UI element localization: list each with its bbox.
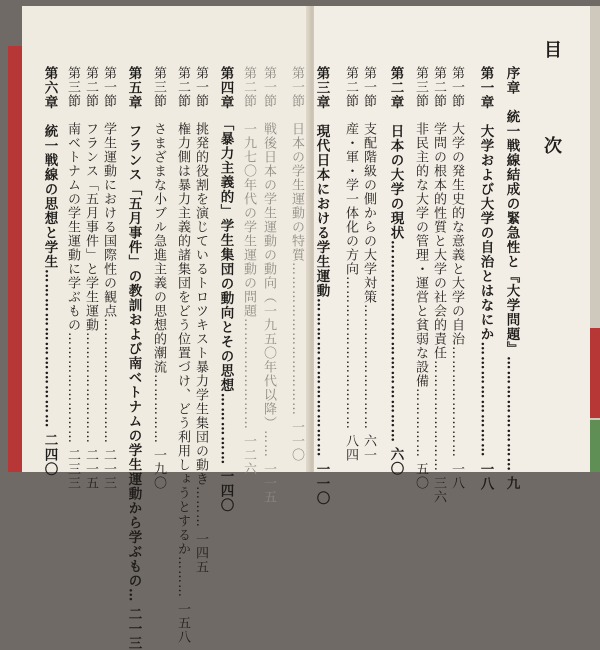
toc-entry: [388, 66, 402, 476]
toc-entry-text: 第二節 産・軍・学一体化の方向……………………………: [343, 66, 358, 430]
toc-entry-page: 六〇: [388, 447, 404, 476]
toc-entry-text: 第二章 日本の大学の現状……………………………………: [388, 66, 404, 443]
toc-entry: [314, 66, 328, 505]
toc-entry: [242, 66, 255, 476]
toc-entry-page: 一四五: [193, 532, 208, 574]
toc-entry-page: 二三三: [65, 448, 80, 490]
toc-entry-text: 第五章 フランス「五月事件」の教訓および南ベトナムの学生運動から学ぶもの…: [126, 66, 142, 603]
red-bookmark: [590, 328, 600, 418]
toc-entry-text: 第二節 一九七〇年代の学生運動の問題……………………: [241, 66, 256, 430]
toc-entry-text: 第一節 日本の学生運動の特質……………………………: [289, 66, 304, 416]
toc-entry-text: 第三節 さまざまな小ブル急進主義の思想的潮流……………: [151, 66, 166, 444]
toc-entry: [42, 66, 56, 476]
toc-entry-page: 五〇: [413, 462, 428, 490]
toc-entry-text: 第二節 権力側は暴力主義的諸集団をどう位置づけ、どう利用しょうとするか………: [175, 66, 190, 598]
toc-entry-page: 一四〇: [218, 469, 234, 513]
book-edge: [8, 46, 22, 472]
toc-entry: [126, 66, 140, 650]
toc-entry-page: 一八: [449, 462, 464, 490]
toc-entry: [102, 66, 115, 490]
toc-entry-page: 九: [504, 476, 520, 491]
toc-entry: [344, 66, 357, 462]
toc-entry: [176, 66, 189, 644]
toc-entry: [450, 66, 463, 490]
toc-entry: [414, 66, 427, 490]
toc-entry: [66, 66, 79, 490]
toc-entry: [84, 66, 97, 490]
toc-entry-page: 八四: [343, 434, 358, 462]
toc-entry-page: 二一五: [83, 448, 98, 490]
toc-entry-text: 第一節 戦後日本の学生運動の動向（一九五〇年代以降）……: [261, 66, 276, 458]
toc-entry-page: 一一〇: [314, 462, 330, 506]
toc-title: 目 次: [538, 40, 564, 184]
toc-entry-text: 第三節 南ベトナムの学生運動に学ぶもの……………………: [65, 66, 80, 444]
toc-entry-page: 一一五: [261, 462, 276, 504]
toc-entry: [262, 66, 275, 504]
toc-entry-text: 第一節 支配階級の側からの大学対策………………………: [361, 66, 376, 430]
book-spread: [22, 6, 600, 472]
toc-entry: [432, 66, 445, 504]
toc-entry: [290, 66, 303, 462]
toc-entry-text: 第一節 学生運動における国際性の観点………………………: [101, 66, 116, 444]
toc-entry-page: 六一: [361, 434, 376, 462]
toc-entry-text: 第二節 フランス「五月事件」と学生運動……………………: [83, 66, 98, 444]
toc-entry: [218, 66, 232, 513]
toc-entry-page: 一二六: [241, 434, 256, 476]
toc-entry: [504, 66, 518, 491]
toc-entry-page: 三六: [431, 476, 446, 504]
toc-entry: [478, 66, 492, 491]
toc-entry: [362, 66, 375, 462]
toc-entry-text: 第六章 統一戦線の思想と学生……………………………: [42, 66, 58, 429]
toc-entry: [194, 66, 207, 574]
toc-entry-text: 第四章 「暴力主義的」学生集団の動向とその思想……………: [218, 66, 234, 465]
toc-entry-text: 第一節 挑発的役割を演じているトロツキスト暴力学生集団の動き………: [193, 66, 208, 528]
toc-entry-text: 第二節 学問の根本的性質と大学の社会的責任……………………: [431, 66, 446, 472]
toc-entry-page: 二四〇: [42, 433, 58, 477]
toc-entry-text: 第三節 非民主的な大学の管理・運営と貧弱な設備……………: [413, 66, 428, 458]
toc-entry-page: 一九〇: [151, 448, 166, 490]
toc-entry-page: 一五八: [175, 602, 190, 644]
toc-entry-page: 二一三: [126, 607, 142, 650]
toc-entry-page: 一一〇: [289, 420, 304, 462]
green-bookmark: [590, 420, 600, 472]
toc-entry-text: 第一章 大学および大学の自治とはなにか……………………: [478, 66, 494, 458]
toc-entry-page: 一八: [478, 462, 494, 491]
toc-entry-text: 第三章 現代日本における学生運動……………………………: [314, 66, 330, 458]
toc-entry-text: 第一節 大学の発生史的な意義と大学の自治……………………: [449, 66, 464, 458]
toc-entry-text: 序章 統一戦線結成の緊急性と『大学問題』……………………: [504, 66, 520, 472]
toc-entry-page: 二一三: [101, 448, 116, 490]
toc-entry: [152, 66, 165, 490]
